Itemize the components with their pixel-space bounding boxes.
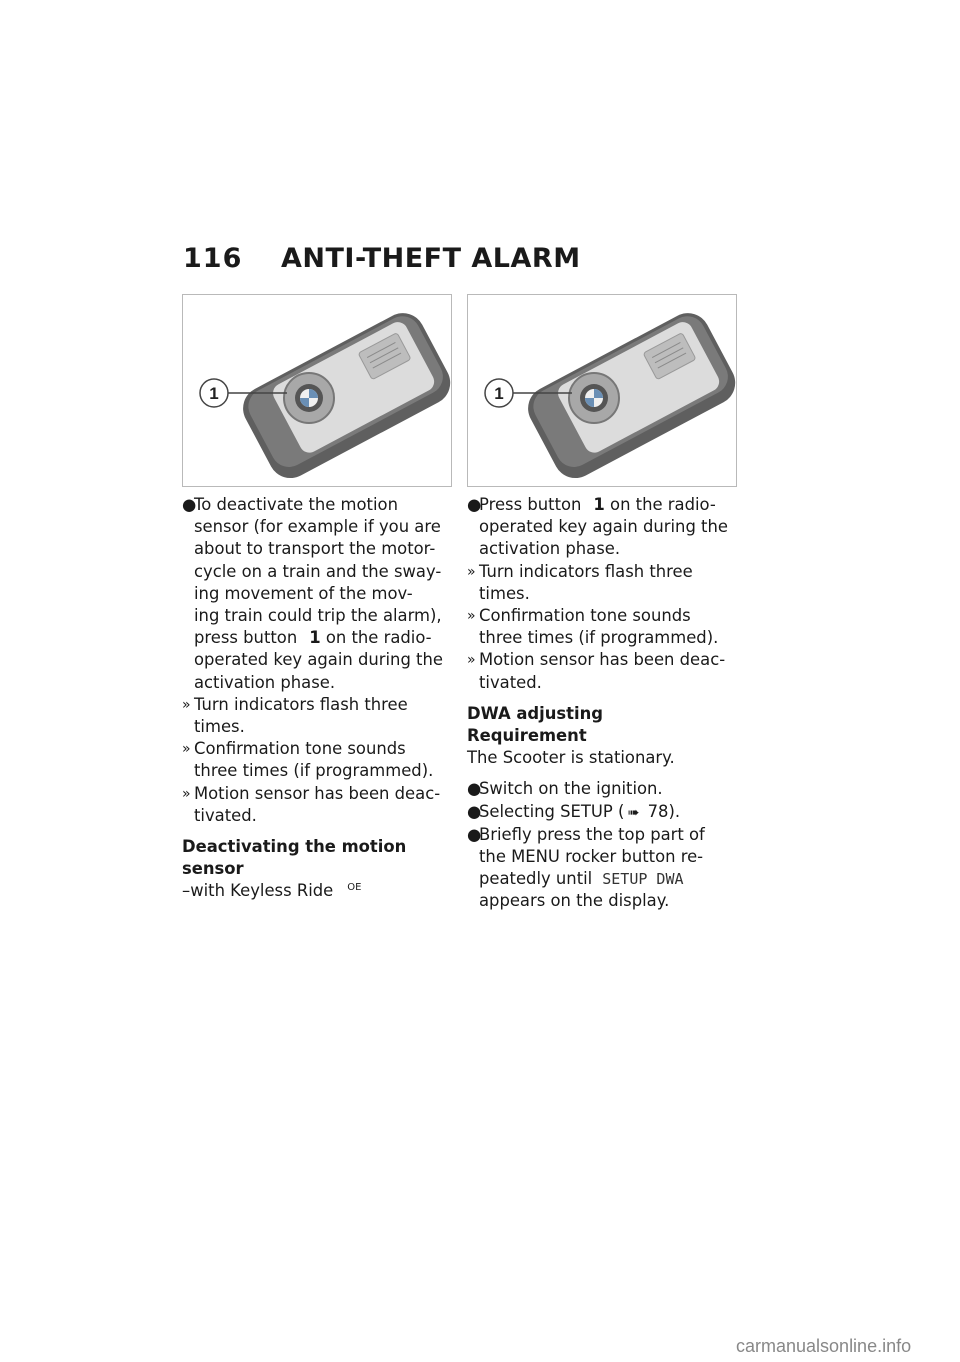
result-marker: » [182,741,191,758]
section-heading: Deactivating the motion sensor [182,837,407,879]
text-line: sensor (for example if you are [194,517,441,537]
requirement-text: The Scooter is stationary. [467,748,675,768]
list-item: » Motion sensor has been deac- tivated. [467,650,726,692]
text-line: operated key again during the [194,650,443,670]
list-item: » Turn indicators flash three times. [182,694,408,737]
section-heading: DWA adjusting [467,703,604,723]
left-column [182,294,452,903]
result-marker: » [467,563,476,580]
page-reference-arrow-icon: ➠ [627,804,640,821]
bullet-marker: ● [467,495,482,514]
text-line: press button 1 on the radio- [194,628,432,648]
optional-equipment-badge: OE [347,882,362,894]
list-item: » Turn indicators flash three times. [467,561,693,603]
list-item: ● Switch on the ignition. [467,778,737,800]
text-line: about to transport the motor- [194,539,436,559]
bullet-marker: ● [467,779,482,799]
result-marker: » [182,785,191,802]
page-number: 116 [183,242,243,274]
text-line: ing movement of the mov- [194,583,413,603]
callout-label: 1 [494,384,504,403]
result-marker: » [182,696,191,713]
requirement-heading: Requirement [467,726,587,746]
left-body-text [182,494,452,903]
list-item: ● Press button 1 on the radio- operated key again during the activation phase. [467,494,737,561]
display-text: SETUP DWA [602,870,684,889]
callout-label: 1 [209,384,219,403]
page-header [183,240,581,276]
result-marker: » [467,652,476,669]
list-item: » Motion sensor has been deac- tivated. [182,783,441,825]
subheading: –with Keyless Ride $^{OE}$ [182,881,362,901]
bullet-marker: ● [467,801,482,821]
text-line: activation phase. [194,672,336,692]
key-fob-image [468,295,736,486]
list-item: » Confirmation tone sounds three times (if programmed). [467,606,719,648]
key-fob-image [183,295,451,486]
bullet-marker: ● [182,495,197,514]
button-reference: 1 [593,495,605,514]
list-item: ● Briefly press the top part of the MENU rocker button re- peatedly until SETUP DWA appears on the display. [467,824,705,911]
key-fob-illustration-left [182,294,452,487]
right-body-text [467,494,737,913]
watermark: carmanualsonline.info [736,1336,912,1356]
bullet-marker: ● [467,824,482,844]
key-fob-illustration-right [467,294,737,487]
result-marker: » [467,608,476,625]
list-item: » Confirmation tone sounds three times (if programmed). [182,739,434,781]
button-reference: 1 [309,628,321,648]
text-line: To deactivate the motion [194,495,398,514]
section-title: ANTI-THEFT ALARM [281,242,581,274]
text-line: Press button 1 on the radio- [479,495,716,514]
list-item: ● Selecting SETUP ( ➠ 78). [467,801,737,824]
page-reference[interactable]: 78). [647,801,681,821]
list-item [182,494,452,694]
text-line: ing train could trip the alarm), [194,606,442,626]
right-column [467,294,737,913]
text-line: cycle on a train and the sway- [194,561,442,581]
